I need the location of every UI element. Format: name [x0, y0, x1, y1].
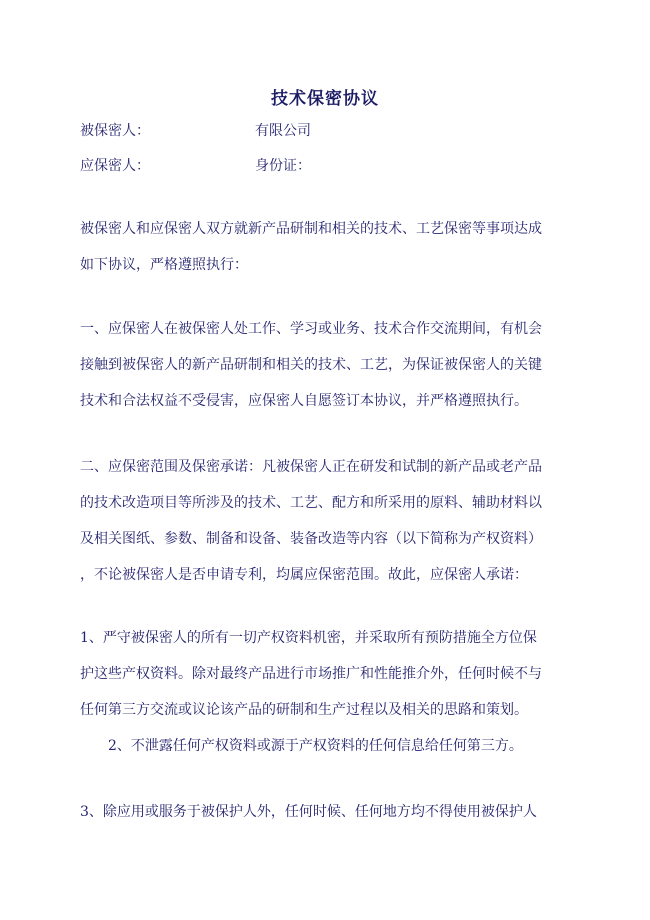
item-1-line-3: 任何第三方交流或议论该产品的研制和生产过程以及相关的思路和策划。 [80, 702, 528, 718]
clause-2-paragraph [80, 449, 590, 593]
clause-2-line-4: ，不论被保密人是否申请专利，均属应保密范围。故此，应保密人承诺： [80, 567, 528, 583]
document-title: 技术保密协议 [271, 89, 379, 109]
item-1-paragraph [80, 620, 590, 764]
party-b-label: 应保密人： [80, 158, 150, 174]
item-3-paragraph [80, 794, 590, 830]
item-1-line-2: 护这些产权资料。除对最终产品进行市场推广和性能推介外，任何时候不与 [80, 666, 542, 682]
clause-1-paragraph [80, 311, 590, 419]
intro-line-1: 被保密人和应保密人双方就新产品研制和相关的技术、工艺保密等事项达成 [80, 221, 542, 237]
item-3-line-1: 3、除应用或服务于被保护人外，任何时候、任何地方均不得使用被保护人 [80, 804, 537, 820]
party-a-label: 被保密人： [80, 123, 150, 139]
party-b-value: 身份证： [255, 158, 311, 174]
clause-1-line-2: 接触到被保密人的新产品研制和相关的技术、工艺，为保证被保密人的关键 [80, 357, 542, 373]
clause-1-line-3: 技术和合法权益不受侵害，应保密人自愿签订本协议，并严格遵照执行。 [80, 393, 528, 409]
intro-paragraph [80, 211, 590, 283]
item-1-line-1: 1、严守被保密人的所有一切产权资料机密，并采取所有预防措施全方位保 [80, 630, 537, 646]
clause-2-line-1: 二、应保密范围及保密承诺：凡被保密人正在研发和试制的新产品或老产品 [80, 459, 542, 475]
intro-line-2: 如下协议，严格遵照执行： [80, 257, 248, 273]
party-a-value: 有限公司 [255, 123, 311, 139]
item-2-line: 2、不泄露任何产权资料或源于产权资料的任何信息给任何第三方。 [108, 738, 523, 754]
clause-2-line-3: 及相关图纸、参数、制备和设备、装备改造等内容（以下简称为产权资料） [80, 531, 542, 547]
clause-1-line-1: 一、应保密人在被保密人处工作、学习或业务、技术合作交流期间，有机会 [80, 321, 542, 337]
clause-2-line-2: 的技术改造项目等所涉及的技术、工艺、配方和所采用的原料、辅助材料以 [80, 495, 542, 511]
